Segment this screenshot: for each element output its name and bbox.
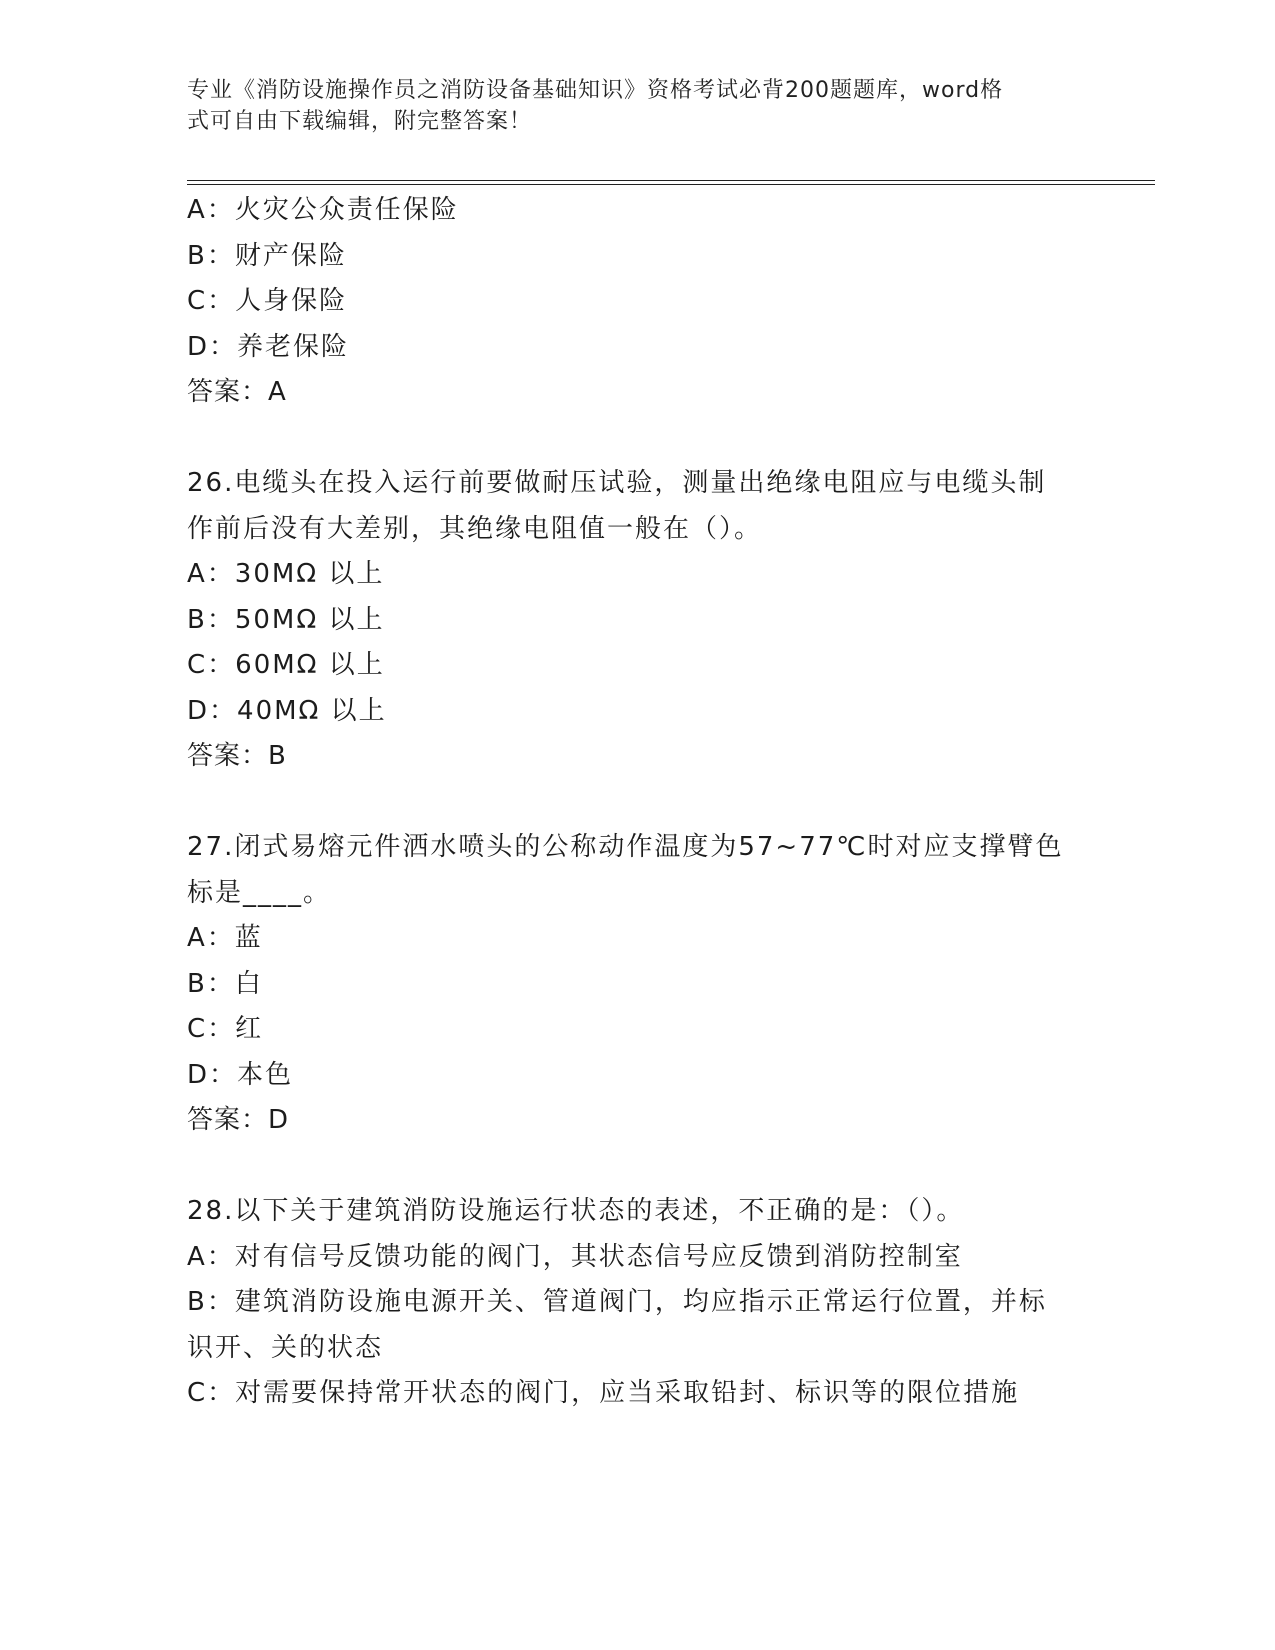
question-stem-continued: 作前后没有大差别，其绝缘电阻值一般在（）。 — [187, 513, 763, 544]
option-d: D：养老保险 — [187, 331, 350, 362]
header-divider-bottom — [187, 184, 1155, 185]
option-d: D：本色 — [187, 1059, 294, 1090]
option-c: C：红 — [187, 1014, 264, 1044]
question-gap — [187, 416, 1087, 462]
question-25 — [187, 188, 1087, 416]
option-b: B：50MΩ 以上 — [187, 604, 385, 635]
option-b: B：建筑消防设施电源开关、管道阀门，均应指示正常运行位置，并标 — [187, 1287, 1047, 1317]
option-a: A：蓝 — [187, 923, 263, 953]
option-b: B：财产保险 — [187, 240, 347, 271]
option-b: B：白 — [187, 968, 263, 999]
question-stem: 26.电缆头在投入运行前要做耐压试验，测量出绝缘电阻应与电缆头制 — [187, 468, 1047, 498]
answer-line: 答案：A — [187, 377, 287, 407]
option-c: C：60MΩ 以上 — [187, 650, 385, 680]
option-b-continued: 识开、关的状态 — [187, 1332, 384, 1363]
option-a: A：30MΩ 以上 — [187, 559, 385, 589]
page-header — [187, 75, 1087, 137]
option-c: C：人身保险 — [187, 286, 348, 316]
question-stem: 27.闭式易熔元件洒水喷头的公称动作温度为57~77℃时对应支撑臂色 — [187, 832, 1064, 862]
header-divider-top — [187, 180, 1155, 181]
question-stem: 28.以下关于建筑消防设施运行状态的表述，不正确的是：（）。 — [187, 1196, 965, 1226]
question-gap — [187, 1144, 1087, 1190]
option-a: A：对有信号反馈功能的阀门，其状态信号应反馈到消防控制室 — [187, 1241, 963, 1272]
question-gap — [187, 780, 1087, 826]
answer-line: 答案：B — [187, 741, 287, 771]
header-line-1: 专业《消防设施操作员之消防设备基础知识》资格考试必背200题题库，word格 — [187, 78, 1004, 103]
option-d: D：40MΩ 以上 — [187, 695, 387, 726]
question-27 — [187, 825, 1087, 1144]
option-a: A：火灾公众责任保险 — [187, 195, 459, 225]
document-body — [187, 188, 1087, 1417]
option-c: C：对需要保持常开状态的阀门，应当采取铅封、标识等的限位措施 — [187, 1378, 1020, 1408]
header-line-2: 式可自由下载编辑，附完整答案！ — [187, 109, 533, 134]
question-stem-continued: 标是____。 — [187, 877, 332, 908]
question-28 — [187, 1189, 1087, 1417]
question-26 — [187, 461, 1087, 780]
answer-line: 答案：D — [187, 1105, 290, 1135]
